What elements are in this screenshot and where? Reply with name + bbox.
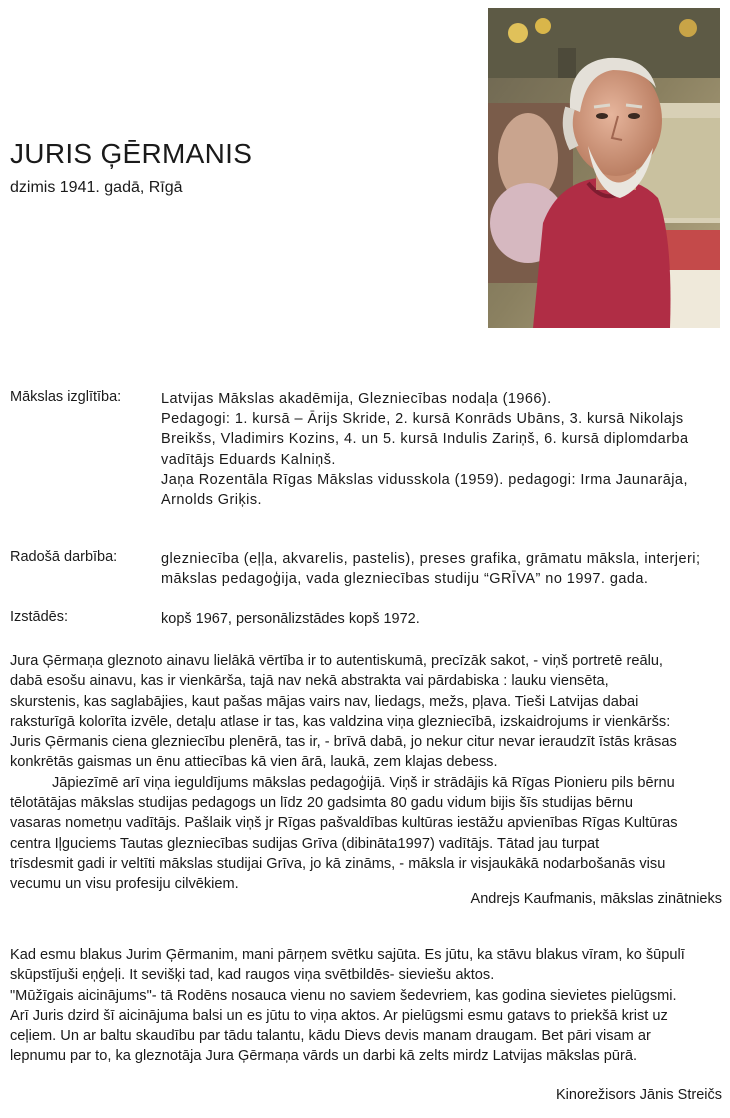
- creative-value: [161, 549, 725, 589]
- review-line: Arī Juris dzird šī aicinājuma balsi un es jūtu to viņa aktos. Ar pielūgsmi esmu gatavs to priekšā krist uz: [10, 1007, 668, 1024]
- review-line: Jura Ģērmaņa gleznoto ainavu lielākā vērtība ir to autentiskumā, precīzāk sakot, - viņš portretē reālu,: [10, 653, 663, 669]
- creative-line: glezniecība (eļļa, akvarelis, pastelis), preses grafika, grāmatu māksla, interjeri;: [161, 551, 701, 567]
- review-line: centra Iļguciems Tautas glezniecības sudijas Grīva (dibināta1997) vadītājs. Tātad jau turpat: [10, 835, 600, 852]
- creative-label: Radošā darbība:: [10, 549, 118, 565]
- exhibitions-label: Izstādēs:: [10, 609, 69, 625]
- signature-streics: Kinorežisors Jānis Streičs: [556, 1087, 722, 1103]
- review-line: raksturīgā kolorīta izvēle, detaļu atlase ir tas, kas valdzina viņa glezniecībā, izskaidrojums ir vienkāršs:: [10, 713, 671, 730]
- review-line: vasaras nometņu vadītājs. Pašlaik viņš jr Rīgas pašvaldības kultūras iestāžu apvienības Rīgas Kultūras: [10, 815, 678, 832]
- review-line: "Mūžīgais aicinājums"- tā Rodēns nosauca vienu no saviem šedevriem, kas godina sievietes pielūgsmi.: [10, 987, 677, 1004]
- review-line: vecumu un visu profesiju cilvēkiem.: [10, 876, 239, 893]
- education-line: Arnolds Griķis.: [161, 492, 263, 509]
- review-line: Jāpiezīmē arī viņa ieguldījums mākslas pedagoģijā. Viņš ir strādājis kā Rīgas Pionieru pils bērnu: [52, 774, 675, 791]
- review-line: tēlotātājas mākslas studijas pedagogs un līdz 20 gadsimta 80 gadu vidum bijis šīs studijas bērnu: [10, 795, 634, 812]
- review-line: konkrētās gaismas un ēnu attiecības kā vien ārā, laukā, zem klajas debess.: [10, 754, 498, 771]
- education-line: Latvijas Mākslas akadēmija, Glezniecības nodaļa (1966).: [161, 391, 552, 407]
- education-label: Mākslas izglītība:: [10, 389, 122, 405]
- education-line: Pedagogi: 1. kursā – Ārijs Skride, 2. kursā Konrāds Ubāns, 3. kursā Nikolajs: [161, 411, 684, 428]
- review-line: ceļiem. Un ar baltu skaudību par tādu talantu, kādu Dievs devis manam draugam. Bet pāri visam ar: [10, 1028, 651, 1045]
- education-line: Breikšs, Vladimirs Kozins, 4. un 5. kursā Indulis Zariņš, 6. kursā diplomdarba: [161, 431, 689, 448]
- education-line: Jaņa Rozentāla Rīgas Mākslas vidusskola (1959). pedagogi: Irma Jaunarāja,: [161, 471, 688, 488]
- signature-kaufmanis: Andrejs Kaufmanis, mākslas zinātnieks: [470, 891, 722, 907]
- creative-line: mākslas pedagoģija, vada glezniecības studiju “GRĪVA” no 1997. gada.: [161, 571, 649, 588]
- review-streics: [10, 945, 724, 1067]
- portrait-photo: [488, 8, 720, 328]
- review-line: skūpstījuši eņģeļi. It sevišķi tad, kad raugos viņa svētbildēs- sieviešu aktos.: [10, 967, 495, 984]
- review-line: lepnumu par to, ka gleznotāja Jura Ģērmaņa vārds un darbi kā zelts mirdz Latvijas mākslas pūrā.: [10, 1048, 638, 1065]
- review-line: skurstenis, kas saglabājies, kaut pašas mājas vairs nav, liedags, mežs, pļava. Tieši Latvijas dabai: [10, 693, 639, 710]
- exhibitions-value: kopš 1967, personālizstādes kopš 1972.: [161, 611, 420, 627]
- review-kaufmanis: [10, 651, 724, 895]
- review-line: trīsdesmit gadi ir veltīti mākslas studijai Grīva, jo kā zināms, - māksla ir visjaukākā nodarbošanās visu: [10, 855, 666, 872]
- review-line: Kad esmu blakus Jurim Ģērmanim, mani pārņem svētku sajūta. Es jūtu, ka stāvu blakus vīram, ko šūpulī: [10, 947, 685, 963]
- review-line: Juris Ģērmanis ciena glezniecību plenērā, tas ir, - brīvā dabā, jo nekur citur nevar ieraudzīt īstās krāsas: [10, 734, 677, 751]
- review-line: dabā esošu ainavu, kas ir vienkārša, tajā nav nekā abstrakta vai pārdabiska : lauku viensēta,: [10, 673, 609, 690]
- education-line: vadītājs Eduards Kalniņš.: [161, 451, 336, 468]
- artist-name: JURIS ĢĒRMANIS: [10, 138, 253, 169]
- birth-info: dzimis 1941. gadā, Rīgā: [10, 179, 183, 196]
- education-value: [161, 389, 725, 510]
